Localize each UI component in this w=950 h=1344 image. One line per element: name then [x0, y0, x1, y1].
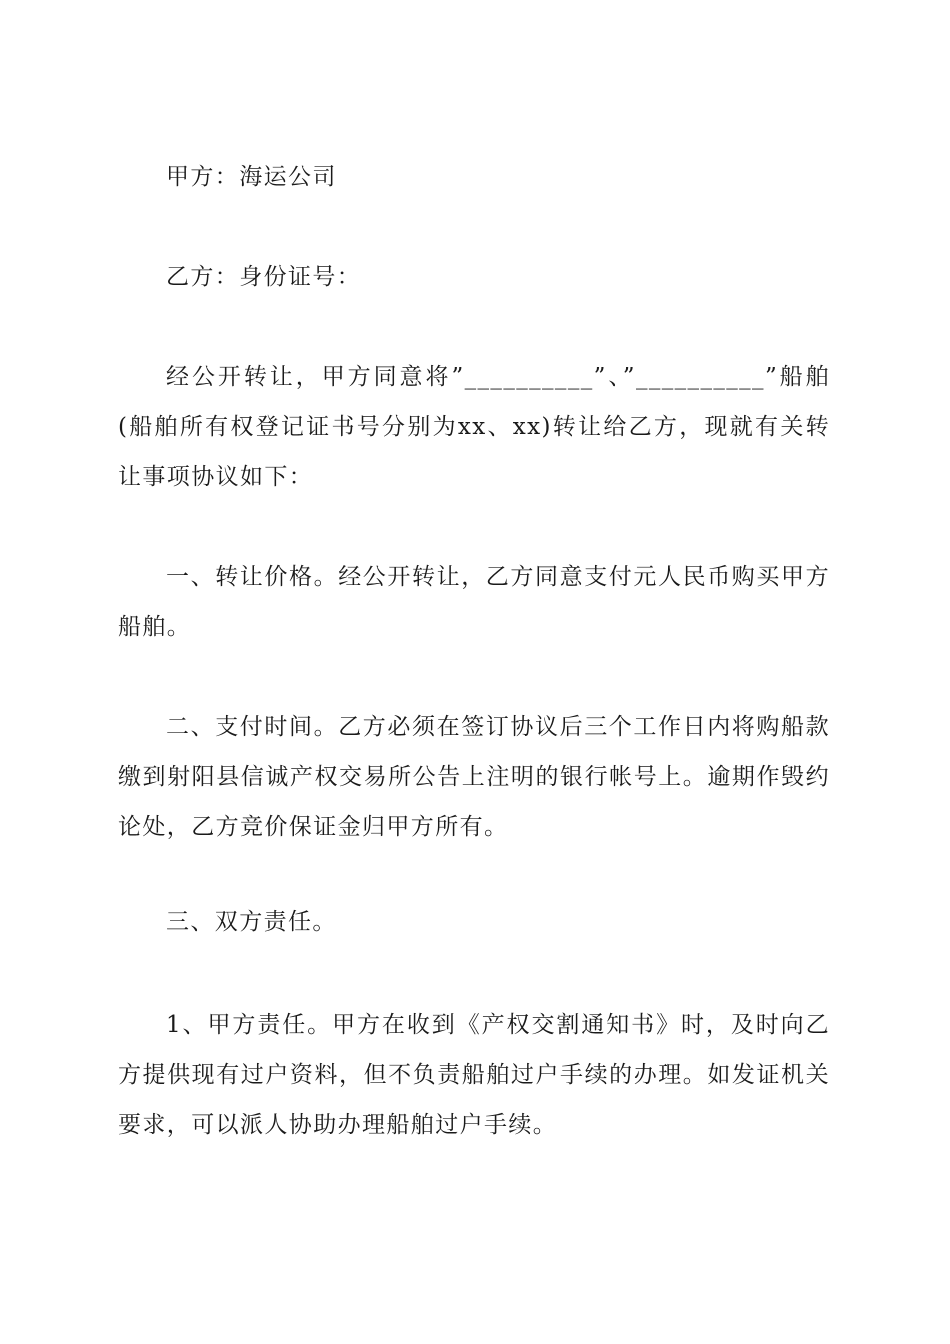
intro-paragraph: 经公开转让，甲方同意将”__________”、”__________”船舶(船舶所有权登记证书号分别为xx、xx)转让给乙方，现就有关转让事项协议如下：	[118, 364, 830, 490]
party-b-line: 乙方：身份证号：	[166, 264, 362, 290]
clause-party-a-responsibility: 1、甲方责任。甲方在收到《产权交割通知书》时，及时向乙方提供现有过户资料，但不负责船舶过户手续的办理。如发证机关要求，可以派人协助办理船舶过户手续。	[118, 1012, 830, 1138]
party-a-line: 甲方：海运公司	[166, 164, 337, 190]
clause-price: 一、转让价格。经公开转让，乙方同意支付元人民币购买甲方船舶。	[118, 564, 830, 640]
clause-responsibilities-heading: 三、双方责任。	[166, 909, 337, 935]
clause-payment-time: 二、支付时间。乙方必须在签订协议后三个工作日内将购船款缴到射阳县信诚产权交易所公告上注明的银行帐号上。逾期作毁约论处，乙方竞价保证金归甲方所有。	[118, 714, 830, 840]
